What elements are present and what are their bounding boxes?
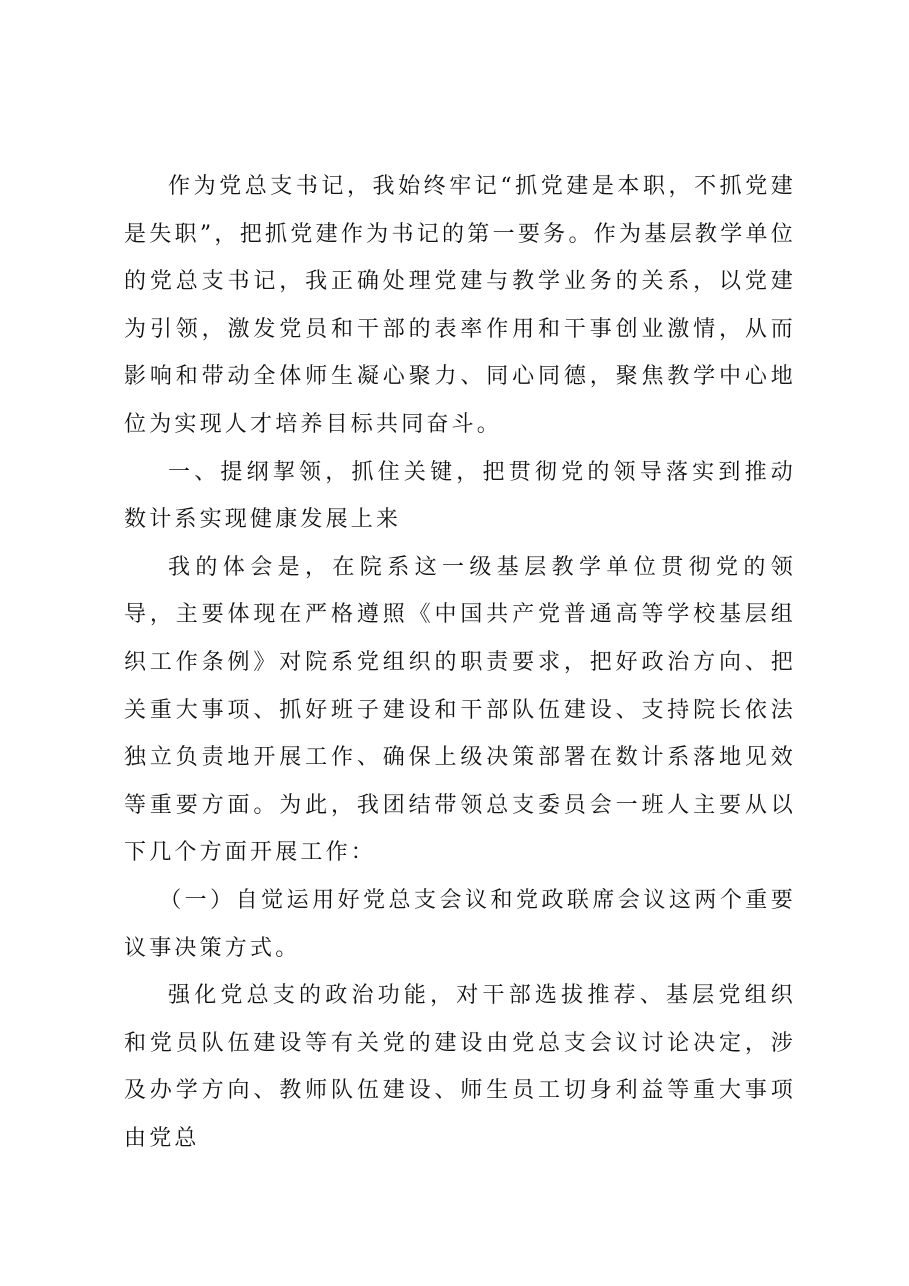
paragraph-political-function: 强化党总支的政治功能，对干部选拔推荐、基层党组织和党员队伍建设等有关党的建设由党总支会议讨论决定，涉及办学方向、教师队伍建设、师生员工切身利益等重大事项由党总 [124,983,796,1151]
paragraph-intro: 作为党总支书记，我始终牢记“抓党建是本职，不抓党建是失职”，把抓党建作为书记的第一要务。作为基层教学单位的党总支书记，我正确处理党建与教学业务的关系，以党建为引领，激发党员和干部的表率作用和干事创业激情，从而影响和带动全体师生凝心聚力、同心同德，聚焦教学中心地位为实现人才培养目标共同奋斗。 [124,174,796,437]
subsection-heading-1: （一）自觉运用好党总支会议和党政联席会议这两个重要议事决策方式。 [124,887,796,961]
section-heading-1: 一、提纲挈领，抓住关键，把贯彻党的领导落实到推动数计系实现健康发展上来 [124,459,796,533]
paragraph-experience: 我的体会是，在院系这一级基层教学单位贯彻党的领导，主要体现在严格遵照《中国共产党普通高等学校基层组织工作条例》对院系党组织的职责要求，把好政治方向、把关重大事项、抓好班子建设和干部队伍建设、支持院长依法独立负责地开展工作、确保上级决策部署在数计系落地见效等重要方面。为此，我团结带领总支委员会一班人主要从以下几个方面开展工作： [124,554,796,866]
document-body [124,163,796,1162]
